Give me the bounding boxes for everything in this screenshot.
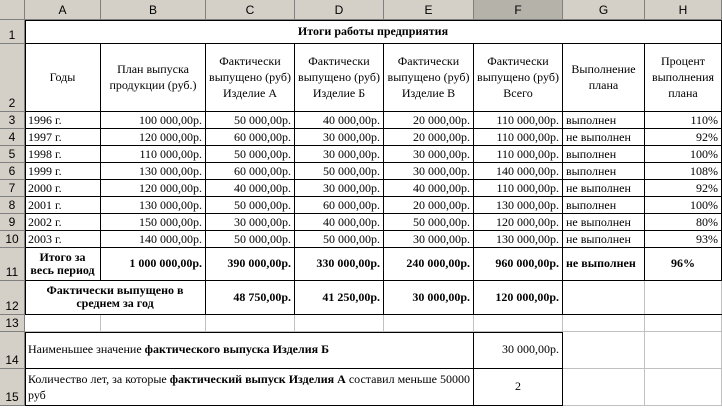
table-border bbox=[25, 196, 722, 197]
table-border bbox=[25, 145, 722, 146]
column-header-e[interactable]: E bbox=[384, 0, 474, 20]
column-header-h[interactable]: H bbox=[645, 0, 722, 20]
table-border bbox=[562, 44, 563, 281]
table-border bbox=[473, 281, 474, 315]
data-cell-b[interactable]: 50 000,00р. bbox=[295, 231, 384, 248]
data-cell-status[interactable]: не выполнен bbox=[563, 129, 645, 146]
data-cell-year[interactable]: 1998 г. bbox=[25, 146, 101, 163]
row-header-4[interactable]: 4 bbox=[0, 129, 25, 146]
data-cell-year[interactable]: 1996 г. bbox=[25, 112, 101, 129]
table-border bbox=[25, 281, 26, 315]
select-all-corner[interactable] bbox=[0, 0, 25, 20]
row-header-15[interactable]: 15 bbox=[0, 369, 25, 406]
empty-cell[interactable] bbox=[645, 315, 722, 332]
data-cell-status[interactable]: выполнен bbox=[563, 163, 645, 180]
data-cell-pct[interactable]: 93% bbox=[645, 231, 722, 248]
totals-b[interactable]: 330 000,00р. bbox=[295, 248, 384, 281]
row-header-8[interactable]: 8 bbox=[0, 197, 25, 214]
table-border bbox=[383, 281, 384, 315]
table-border bbox=[562, 281, 563, 315]
row-header-10[interactable]: 10 bbox=[0, 231, 25, 248]
totals-pct[interactable]: 96% bbox=[645, 248, 722, 281]
table-border bbox=[562, 332, 563, 406]
data-cell-v[interactable]: 20 000,00р. bbox=[384, 197, 474, 214]
data-cell-pct[interactable]: 100% bbox=[645, 197, 722, 214]
row-header-1[interactable]: 1 bbox=[0, 20, 25, 44]
data-cell-v[interactable]: 30 000,00р. bbox=[384, 163, 474, 180]
column-header-d[interactable]: D bbox=[295, 0, 384, 20]
data-cell-b[interactable]: 30 000,00р. bbox=[295, 129, 384, 146]
table-border bbox=[473, 332, 474, 406]
column-header-a[interactable]: A bbox=[25, 0, 101, 20]
empty-cell[interactable] bbox=[645, 369, 722, 406]
title-cell[interactable]: Итоги работы предприятия bbox=[25, 20, 722, 44]
data-cell-b[interactable]: 60 000,00р. bbox=[295, 197, 384, 214]
percent-header[interactable]: Процент выполнения плана bbox=[645, 44, 722, 112]
empty-cell[interactable] bbox=[563, 281, 645, 315]
table-border bbox=[25, 162, 722, 163]
min-b-label-plain: Наименьшее значение bbox=[28, 342, 145, 356]
data-cell-total[interactable]: 130 000,00р. bbox=[474, 231, 563, 248]
years-header[interactable]: Годы bbox=[25, 44, 101, 112]
table-border bbox=[25, 20, 722, 21]
data-cell-status[interactable]: выполнен bbox=[563, 146, 645, 163]
column-header-g[interactable]: G bbox=[563, 0, 645, 20]
years-less-label[interactable] bbox=[25, 369, 474, 406]
totals-total[interactable]: 960 000,00р. bbox=[474, 248, 563, 281]
average-label[interactable]: Фактически выпущено в среднем за год bbox=[25, 281, 206, 315]
data-cell-pct[interactable]: 110% bbox=[645, 112, 722, 129]
data-cell-pct[interactable]: 92% bbox=[645, 129, 722, 146]
totals-v[interactable]: 240 000,00р. bbox=[384, 248, 474, 281]
totals-label[interactable]: Итого за весь период bbox=[25, 248, 101, 281]
empty-cell[interactable] bbox=[384, 315, 474, 332]
data-cell-v[interactable]: 30 000,00р. bbox=[384, 146, 474, 163]
data-cell-v[interactable]: 50 000,00р. bbox=[384, 214, 474, 231]
min-b-label[interactable] bbox=[25, 332, 474, 369]
data-cell-status[interactable]: выполнен bbox=[563, 197, 645, 214]
data-cell-total[interactable]: 110 000,00р. bbox=[474, 129, 563, 146]
totals-a[interactable]: 390 000,00р. bbox=[206, 248, 295, 281]
data-cell-a[interactable]: 60 000,00р. bbox=[206, 129, 295, 146]
data-cell-b[interactable]: 40 000,00р. bbox=[295, 214, 384, 231]
data-cell-status[interactable]: не выполнен bbox=[563, 231, 645, 248]
years-less-plain: Количество лет, за которые bbox=[28, 372, 170, 386]
data-cell-plan[interactable]: 150 000,00р. bbox=[101, 214, 206, 231]
data-cell-status[interactable]: не выполнен bbox=[563, 214, 645, 231]
empty-cell[interactable] bbox=[563, 315, 645, 332]
min-b-label-bold: фактического выпуска Изделия Б bbox=[144, 342, 330, 356]
column-header-f[interactable]: F bbox=[474, 0, 563, 20]
totals-plan[interactable]: 1 000 000,00р. bbox=[101, 248, 206, 281]
empty-cell[interactable] bbox=[563, 332, 645, 369]
data-cell-plan[interactable]: 110 000,00р. bbox=[101, 146, 206, 163]
data-cell-plan[interactable]: 140 000,00р. bbox=[101, 231, 206, 248]
fact-b-header[interactable]: Фактически выпущено (руб) Изделие Б bbox=[295, 44, 384, 112]
empty-cell[interactable] bbox=[25, 315, 101, 332]
data-cell-v[interactable]: 30 000,00р. bbox=[384, 231, 474, 248]
empty-cell[interactable] bbox=[645, 332, 722, 369]
table-border bbox=[25, 128, 722, 129]
data-cell-a[interactable]: 60 000,00р. bbox=[206, 163, 295, 180]
empty-cell[interactable] bbox=[206, 315, 295, 332]
average-a[interactable]: 48 750,00р. bbox=[206, 281, 295, 315]
table-border bbox=[25, 332, 26, 406]
data-cell-year[interactable]: 2002 г. bbox=[25, 214, 101, 231]
plan-status-header[interactable]: Выполнение плана bbox=[563, 44, 645, 112]
empty-cell[interactable] bbox=[295, 315, 384, 332]
data-cell-a[interactable]: 40 000,00р. bbox=[206, 180, 295, 197]
table-border bbox=[25, 44, 26, 281]
table-border bbox=[25, 405, 563, 406]
table-border bbox=[294, 44, 295, 281]
years-less-value[interactable]: 2 bbox=[474, 369, 563, 406]
data-cell-a[interactable]: 50 000,00р. bbox=[206, 112, 295, 129]
table-border bbox=[25, 280, 722, 281]
row-header-7[interactable]: 7 bbox=[0, 180, 25, 197]
data-cell-a[interactable]: 50 000,00р. bbox=[206, 146, 295, 163]
data-cell-total[interactable]: 110 000,00р. bbox=[474, 146, 563, 163]
table-border bbox=[25, 368, 563, 369]
years-less-bold: фактический выпуск Изделия А bbox=[169, 372, 346, 386]
table-border bbox=[25, 247, 722, 248]
data-cell-b[interactable]: 50 000,00р. bbox=[295, 163, 384, 180]
table-border bbox=[25, 314, 563, 315]
min-b-value[interactable]: 30 000,00р. bbox=[474, 332, 563, 369]
row-header-14[interactable]: 14 bbox=[0, 332, 25, 369]
row-header-2[interactable]: 2 bbox=[0, 44, 25, 112]
data-cell-v[interactable]: 40 000,00р. bbox=[384, 180, 474, 197]
row-header-11[interactable]: 11 bbox=[0, 248, 25, 281]
data-cell-status[interactable]: выполнен bbox=[563, 112, 645, 129]
data-cell-plan[interactable]: 130 000,00р. bbox=[101, 197, 206, 214]
data-cell-total[interactable]: 110 000,00р. bbox=[474, 180, 563, 197]
data-cell-b[interactable]: 30 000,00р. bbox=[295, 146, 384, 163]
table-border bbox=[383, 44, 384, 281]
data-cell-v[interactable]: 20 000,00р. bbox=[384, 112, 474, 129]
table-border bbox=[205, 44, 206, 281]
row-header-6[interactable]: 6 bbox=[0, 163, 25, 180]
data-cell-pct[interactable]: 100% bbox=[645, 146, 722, 163]
fact-total-header[interactable]: Фактически выпущено (руб) Всего bbox=[474, 44, 563, 112]
empty-cell[interactable] bbox=[645, 281, 722, 315]
average-v[interactable]: 30 000,00р. bbox=[384, 281, 474, 315]
totals-status[interactable]: не выполнен bbox=[563, 248, 645, 281]
data-cell-v[interactable]: 20 000,00р. bbox=[384, 129, 474, 146]
data-cell-plan[interactable]: 100 000,00р. bbox=[101, 112, 206, 129]
row-header-12[interactable]: 12 bbox=[0, 281, 25, 315]
data-cell-plan[interactable]: 130 000,00р. bbox=[101, 163, 206, 180]
data-cell-b[interactable]: 30 000,00р. bbox=[295, 180, 384, 197]
average-b[interactable]: 41 250,00р. bbox=[295, 281, 384, 315]
data-cell-year[interactable]: 2000 г. bbox=[25, 180, 101, 197]
data-cell-b[interactable]: 40 000,00р. bbox=[295, 112, 384, 129]
empty-cell[interactable] bbox=[563, 369, 645, 406]
row-header-13[interactable]: 13 bbox=[0, 315, 25, 332]
table-border bbox=[205, 281, 206, 315]
row-header-3[interactable]: 3 bbox=[0, 112, 25, 129]
table-border bbox=[644, 44, 645, 281]
table-border bbox=[25, 20, 26, 44]
table-border bbox=[25, 332, 563, 333]
data-cell-pct[interactable]: 80% bbox=[645, 214, 722, 231]
table-border bbox=[473, 44, 474, 281]
data-cell-pct[interactable]: 108% bbox=[645, 163, 722, 180]
row-header-9[interactable]: 9 bbox=[0, 214, 25, 231]
column-header-b[interactable]: B bbox=[101, 0, 206, 20]
plan-header[interactable]: План выпуска продукции (руб.) bbox=[101, 44, 206, 112]
table-border bbox=[25, 213, 722, 214]
data-cell-status[interactable]: не выполнен bbox=[563, 180, 645, 197]
data-cell-pct[interactable]: 92% bbox=[645, 180, 722, 197]
data-cell-total[interactable]: 120 000,00р. bbox=[474, 214, 563, 231]
data-cell-a[interactable]: 50 000,00р. bbox=[206, 231, 295, 248]
fact-v-header[interactable]: Фактически выпущено (руб) Изделие В bbox=[384, 44, 474, 112]
average-total[interactable]: 120 000,00р. bbox=[474, 281, 563, 315]
data-cell-year[interactable]: 2001 г. bbox=[25, 197, 101, 214]
table-border bbox=[100, 44, 101, 281]
data-cell-year[interactable]: 1999 г. bbox=[25, 163, 101, 180]
table-border bbox=[25, 111, 722, 112]
data-cell-total[interactable]: 130 000,00р. bbox=[474, 197, 563, 214]
data-cell-a[interactable]: 50 000,00р. bbox=[206, 197, 295, 214]
empty-cell[interactable] bbox=[101, 315, 206, 332]
table-border bbox=[25, 179, 722, 180]
data-cell-year[interactable]: 1997 г. bbox=[25, 129, 101, 146]
data-cell-a[interactable]: 30 000,00р. bbox=[206, 214, 295, 231]
data-cell-plan[interactable]: 120 000,00р. bbox=[101, 180, 206, 197]
empty-cell[interactable] bbox=[474, 315, 563, 332]
table-border bbox=[25, 43, 722, 44]
table-border bbox=[294, 281, 295, 315]
fact-a-header[interactable]: Фактически выпущено (руб) Изделие А bbox=[206, 44, 295, 112]
column-header-c[interactable]: C bbox=[206, 0, 295, 20]
data-cell-year[interactable]: 2003 г. bbox=[25, 231, 101, 248]
data-cell-total[interactable]: 110 000,00р. bbox=[474, 112, 563, 129]
years-less-tail: составил меньше 50000 руб bbox=[28, 372, 470, 402]
data-cell-plan[interactable]: 120 000,00р. bbox=[101, 129, 206, 146]
table-border bbox=[25, 230, 722, 231]
row-header-5[interactable]: 5 bbox=[0, 146, 25, 163]
data-cell-total[interactable]: 140 000,00р. bbox=[474, 163, 563, 180]
